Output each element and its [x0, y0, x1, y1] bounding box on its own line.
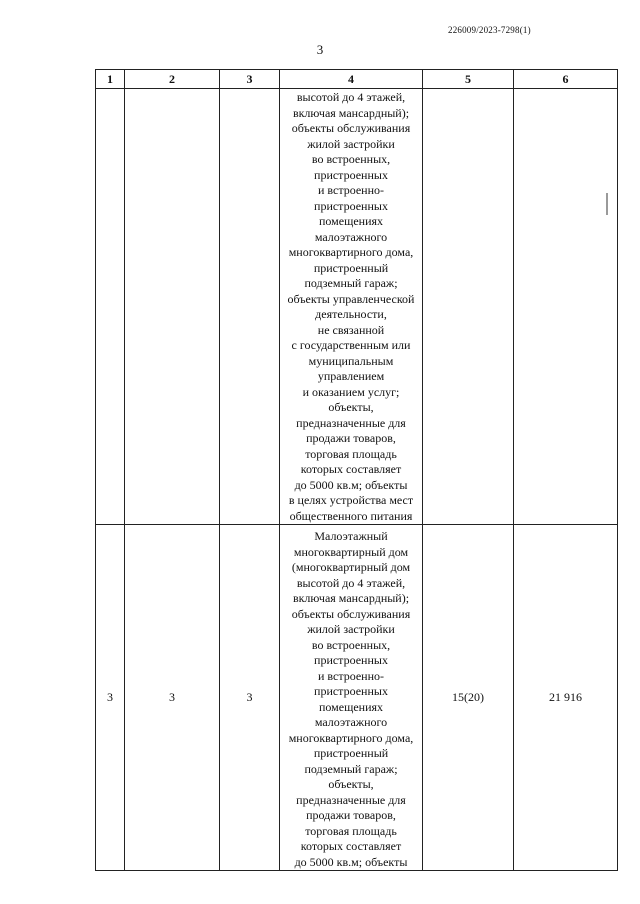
permitted-use-text: Малоэтажный многоквартирный дом (многоквартирный дом высотой до 4 этажей, включая мансардный); объекты обслуживания жилой застройки во встроенных, пристроенных и встроенно- пристроенных помещениях малоэтажного многоквартирного дома, пристроенный подземный гараж; объекты, предназначенные для продажи товаров, торговая площадь которых составляет до 5000 кв.м; объекты	[288, 529, 414, 869]
column-header-6: 6	[514, 70, 618, 89]
land-plot-table	[95, 69, 618, 871]
table-row	[96, 89, 618, 525]
table-cell: 3	[220, 525, 280, 871]
column-header-2: 2	[125, 70, 220, 89]
table-cell	[125, 89, 220, 525]
column-header-5: 5	[423, 70, 514, 89]
page-number: 3	[316, 42, 324, 57]
table-cell: 21 916	[514, 525, 618, 871]
permitted-use-text: высотой до 4 этажей, включая мансардный); объекты обслуживания жилой застройки во встроенных, пристроенных и встроенно- пристроенных помещениях малоэтажного многоквартирного дома, пристроенный подземный гараж; объекты управленческой деятельности, не связанной с государственным или муниципальным управлением и оказанием услуг; объекты, предназначенные для продажи товаров, торговая площадь которых составляет до 5000 кв.м; объекты в целях устройства мест общественного питания	[287, 90, 415, 523]
column-header-3: 3	[220, 70, 280, 89]
table-cell	[514, 89, 618, 525]
table-header-row	[96, 70, 618, 89]
document-number: 226009/2023-7298(1)	[448, 25, 531, 35]
permitted-use-cell	[280, 89, 423, 525]
table-cell: 3	[96, 525, 125, 871]
column-header-1: 1	[96, 70, 125, 89]
table-cell	[220, 89, 280, 525]
table-cell	[423, 89, 514, 525]
table-cell	[96, 89, 125, 525]
table-cell: 15(20)	[423, 525, 514, 871]
table-row	[96, 525, 618, 871]
column-header-4: 4	[280, 70, 423, 89]
permitted-use-cell	[280, 525, 423, 871]
table-cell: 3	[125, 525, 220, 871]
